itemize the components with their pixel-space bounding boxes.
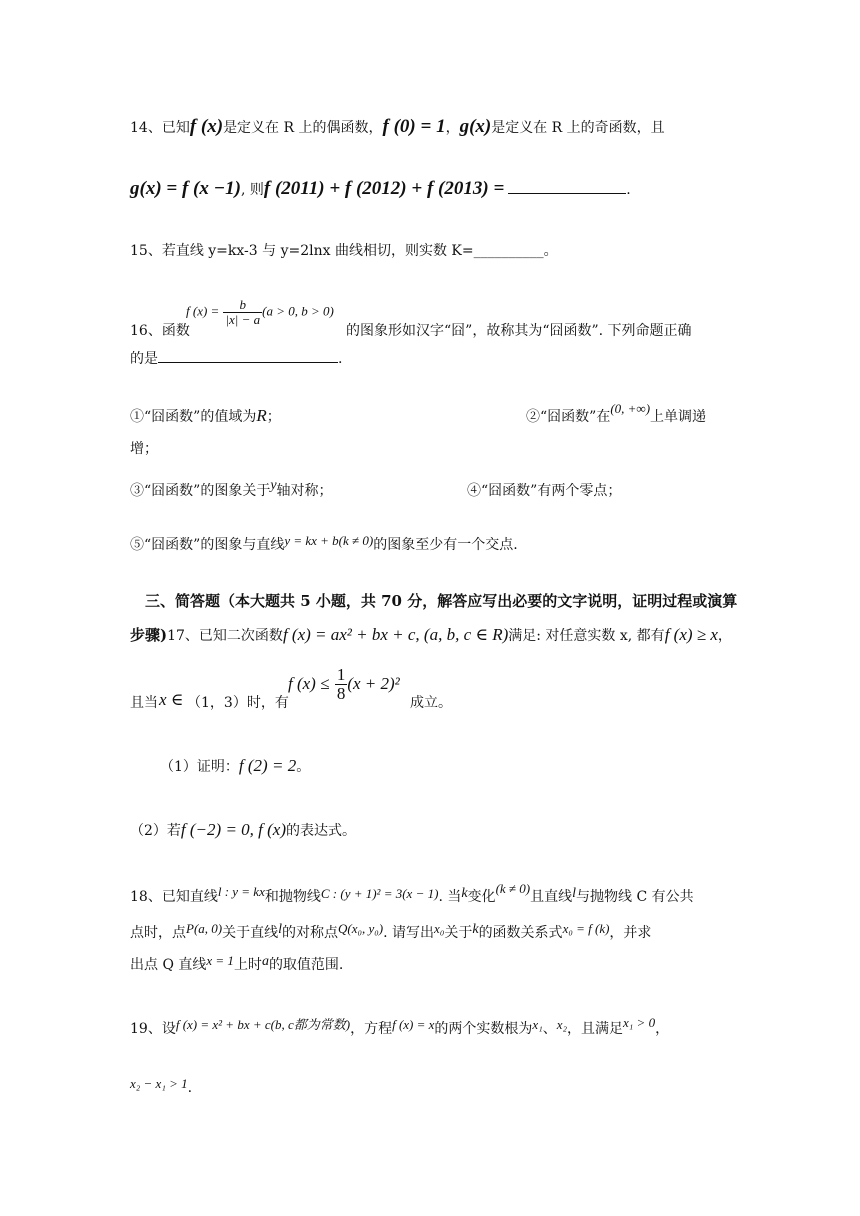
q18-line-2 xyxy=(130,922,651,942)
q17-part-1-text: （1）证明： xyxy=(160,759,239,775)
q14-line-1 xyxy=(130,116,665,138)
q17-part-2-eq: f (−2) = 0, f (x) xyxy=(180,820,287,839)
q17-fraction-den: 8 xyxy=(336,683,346,703)
q16-text-1: 16、函数 xyxy=(130,323,190,339)
q18-text-14: 出点 Q 直线 xyxy=(130,957,207,973)
q17-bound-lhs: f (x) ≤ xyxy=(288,673,330,693)
q17-text-5: （1，3）时，有 xyxy=(187,695,289,711)
q18-line-1 xyxy=(130,881,694,906)
q14-f: f (x) xyxy=(189,116,224,137)
q18-text-10: . 请写出 xyxy=(383,925,435,941)
q18-text-2: 和抛物线 xyxy=(264,889,321,905)
q16-option-3-end: 轴对称； xyxy=(276,483,333,499)
section-3-heading-end: 步骤) xyxy=(130,626,168,644)
q16-option-1-R: R xyxy=(256,406,267,425)
q16-option-5-end: 的图象至少有一个交点. xyxy=(373,537,518,553)
q18-text-6: 与抛物线 C 有公共 xyxy=(576,889,694,905)
q17-bound-fraction xyxy=(335,666,348,703)
q16-option-2-text-b: 上单调递 xyxy=(650,409,707,425)
q14-eq1: g(x) = f (x −1) xyxy=(130,178,241,199)
q18-text-4: 变化 xyxy=(467,889,496,905)
q18-k-ne: (k ≠ 0) xyxy=(495,881,531,896)
q18-text-11: 关于 xyxy=(444,925,473,941)
q17-text-6: 成立。 xyxy=(410,695,452,711)
q18-text-7: 点时，点 xyxy=(130,925,186,941)
q15-text: 15、若直线 y=kx-3 与 y=2lnx 曲线相切，则实数 K= xyxy=(130,243,474,259)
q18-text-16: 的取值范围. xyxy=(268,957,344,973)
q14-text-5: , 则 xyxy=(240,182,264,198)
q16-end: . xyxy=(338,351,343,367)
q16-option-1 xyxy=(130,406,281,426)
q18-x0-function: x₀ = f (k) xyxy=(562,921,610,936)
q16-option-2-text-c: 增； xyxy=(130,441,158,457)
q18-text-5: 且直线 xyxy=(530,889,573,905)
q16-option-1-end: ； xyxy=(266,409,281,425)
q18-parabola: C : (y + 1)² = 3(x − 1) xyxy=(320,886,439,901)
q18-text-13: ，并求 xyxy=(609,925,652,941)
q18-x0: x₀ xyxy=(434,921,445,936)
q16-function-formula xyxy=(186,298,334,326)
q16-answer-blank[interactable] xyxy=(158,348,338,363)
q14-g: g(x) xyxy=(459,116,492,137)
q16-option-2-interval: (0, +∞) xyxy=(610,401,651,416)
q17-inequality: f (x) ≥ x xyxy=(664,625,718,644)
q19-end: . xyxy=(187,1080,193,1096)
q18-k2: k xyxy=(472,922,479,937)
q19-condition-2: x₂ − x₁ > 1 xyxy=(130,1076,188,1091)
q19-function: f (x) = x² + bx + c(b, c都为常数) xyxy=(175,1017,351,1032)
q16-text-2: 的图象形如汉字“囧”，故称其为“囧函数”. 下列命题正确 xyxy=(346,323,692,339)
q14-answer-blank[interactable] xyxy=(508,179,626,194)
q16-option-2-cont xyxy=(130,438,158,458)
q18-point-Q: Q(x₀, y₀) xyxy=(338,921,384,936)
q16-fraction xyxy=(223,298,262,326)
q18-point-P: P(a, 0) xyxy=(186,921,223,936)
q14-text-3: ， xyxy=(445,120,460,136)
q16-option-5 xyxy=(130,534,518,554)
q19-text-5: ， xyxy=(655,1021,670,1037)
q17-fraction-num: 1 xyxy=(336,665,346,684)
q15-answer-blank[interactable]: __________ xyxy=(473,243,544,259)
q18-text-12: 的函数关系式 xyxy=(478,925,563,941)
q18-line-3 xyxy=(130,954,343,974)
q15-end: 。 xyxy=(543,243,558,259)
q15-line xyxy=(130,240,558,260)
q19-condition-1: x₁ > 0 xyxy=(623,1015,656,1030)
q14-eq2: f (2011) + f (2012) + f (2013) = xyxy=(263,178,505,199)
q19-x1: x₁ xyxy=(532,1017,543,1032)
q16-option-3-text: ③“囧函数”的图象关于 xyxy=(130,483,271,499)
q16-option-2-text: ②“囧函数”在 xyxy=(526,409,611,425)
q18-a: a xyxy=(261,954,269,969)
q14-text-4: 是定义在 R 上的奇函数，且 xyxy=(491,120,665,136)
q19-sep: 、 xyxy=(542,1021,557,1037)
q17-part-2 xyxy=(130,820,356,840)
q18-text-8: 关于直线 xyxy=(222,925,279,941)
q19-x2: x₂ xyxy=(556,1017,568,1032)
q16-option-2 xyxy=(526,401,707,426)
q19-line-2 xyxy=(130,1076,193,1096)
q17-part-1-eq: f (2) = 2 xyxy=(238,756,297,775)
q16-option-3-y: y xyxy=(270,478,277,493)
q14-line-2 xyxy=(130,178,631,200)
q18-text-15: 上时 xyxy=(233,957,262,973)
q17-bound-formula xyxy=(288,666,400,703)
q17-part-1 xyxy=(160,756,310,776)
q16-fx: f (x) = xyxy=(186,303,220,319)
q18-text-9: 的对称点 xyxy=(282,925,338,941)
q14-end: . xyxy=(626,182,631,198)
q17-bound-tail: (x + 2)² xyxy=(347,673,400,693)
q18-x-eq-1: x = 1 xyxy=(206,953,234,968)
q18-text-1: 18、已知直线 xyxy=(130,889,218,905)
q16-option-5-text: ⑤“囧函数”的图象与直线 xyxy=(130,537,285,553)
q17-x-in: x ∈ xyxy=(159,690,184,709)
section-3-heading-text: 三、简答题（本大题共 5 小题，共 70 分，解答应写出必要的文字说明，证明过程或演算 xyxy=(145,592,738,610)
q18-l2: l xyxy=(572,886,577,901)
q16-option-4 xyxy=(467,480,621,500)
q18-line-l: l : y = kx xyxy=(217,884,265,899)
q17-text-1: 17、已知二次函数 xyxy=(167,628,283,644)
q18-k: k xyxy=(461,886,468,901)
q18-l3: l xyxy=(278,922,282,937)
q19-text-4: ，且满足 xyxy=(567,1021,624,1037)
q19-text-2: ，方程 xyxy=(350,1021,393,1037)
q17-function: f (x) = ax² + bx + c, (a, b, c ∈ R) xyxy=(282,625,509,644)
q16-option-1-text: ①“囧函数”的值域为 xyxy=(130,409,257,425)
q16-line-2 xyxy=(130,348,342,368)
q19-line-1 xyxy=(130,1015,670,1038)
q16-option-4-text: ④“囧函数”有两个零点； xyxy=(467,483,622,499)
q16-text-3: 的是 xyxy=(130,351,158,367)
q17-part-2-text: （2）若 xyxy=(130,823,181,839)
q14-text-2: 是定义在 R 上的偶函数， xyxy=(223,120,383,136)
q14-f0: f (0) = 1 xyxy=(382,116,446,137)
section-3-heading xyxy=(145,590,737,611)
q17-text-3: ， xyxy=(717,628,732,644)
q16-fraction-num: b xyxy=(223,298,262,313)
q17-text-4: 且当 xyxy=(130,695,158,711)
q19-text-3: 的两个实数根为 xyxy=(434,1021,533,1037)
q16-option-3 xyxy=(130,480,333,500)
q17-line-1 xyxy=(130,624,732,645)
q16-fraction-den: |x| − a xyxy=(225,311,261,327)
q19-equation: f (x) = x xyxy=(392,1017,435,1032)
q16-condition: (a > 0, b > 0) xyxy=(262,303,334,319)
q17-part-2-end: 的表达式。 xyxy=(286,823,357,839)
q18-text-3: . 当 xyxy=(438,889,462,905)
q19-text-1: 19、设 xyxy=(130,1021,176,1037)
q16-option-5-eq: y = kx + b(k ≠ 0) xyxy=(284,533,374,548)
q17-text-2: 满足: 对任意实数 x, 都有 xyxy=(508,628,665,644)
q14-text-1: 14、已知 xyxy=(130,120,190,136)
q17-part-1-end: 。 xyxy=(296,759,311,775)
